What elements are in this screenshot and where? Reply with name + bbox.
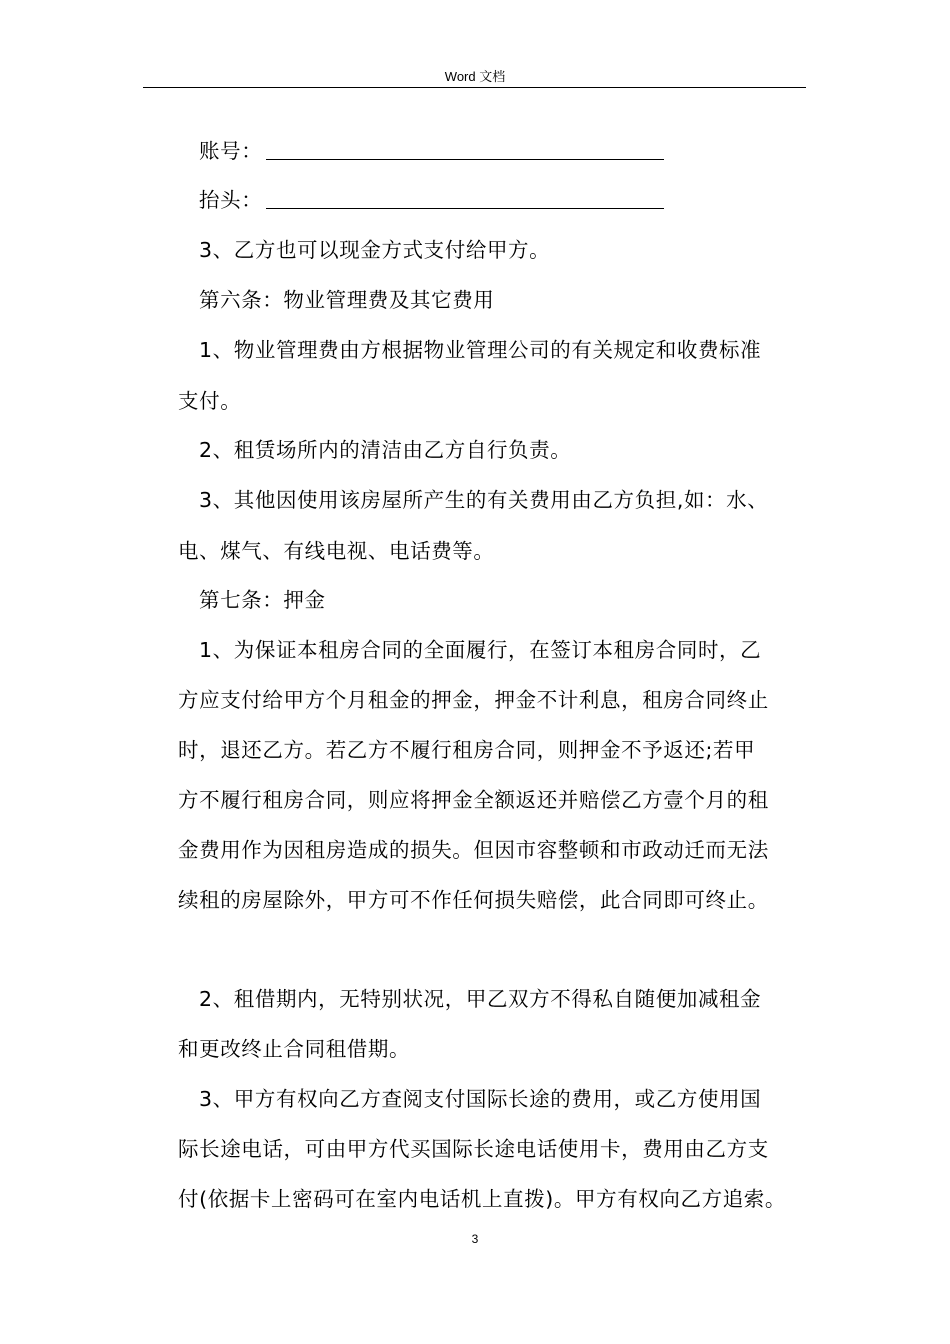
account-blank <box>266 139 664 160</box>
page-number: 3 <box>471 1232 479 1246</box>
paragraph-line: 续租的房屋除外，甲方可不作任何损失赔偿，此合同即可终止。 <box>178 888 769 912</box>
title-line <box>199 186 664 214</box>
account-line <box>199 137 664 165</box>
paragraph-line: 3、乙方也可以现金方式支付给甲方。 <box>199 238 551 262</box>
paragraph-line: 支付。 <box>178 389 242 413</box>
paragraph-line: 付(依据卡上密码可在室内电话机上直拨)。甲方有权向乙方追索。 <box>178 1187 786 1211</box>
paragraph-line: 方不履行租房合同，则应将押金全额返还并赔偿乙方壹个月的租 <box>178 788 769 812</box>
paragraph-line: 1、物业管理费由方根据物业管理公司的有关规定和收费标准 <box>199 338 762 362</box>
paragraph-line: 2、租赁场所内的清洁由乙方自行负责。 <box>199 438 572 462</box>
paragraph-line: 2、租借期内，无特别状况，甲乙双方不得私自随便加减租金 <box>199 987 762 1011</box>
paragraph-line: 1、为保证本租房合同的全面履行，在签订本租房合同时，乙 <box>199 638 762 662</box>
paragraph-line: 方应支付给甲方个月租金的押金，押金不计利息，租房合同终止 <box>178 688 769 712</box>
paragraph-line: 金费用作为因租房造成的损失。但因市容整顿和市政动迁而无法 <box>178 838 769 862</box>
paragraph-line: 际长途电话，可由甲方代买国际长途电话使用卡，费用由乙方支 <box>178 1137 769 1161</box>
section-heading-7: 第七条：押金 <box>199 588 326 612</box>
paragraph-line: 3、其他因使用该房屋所产生的有关费用由乙方负担,如：水、 <box>199 488 769 512</box>
page-header-title: Word 文档 <box>444 69 506 84</box>
account-label: 账号： <box>199 139 263 163</box>
paragraph-line: 电、煤气、有线电视、电话费等。 <box>178 539 495 563</box>
paragraph-line: 3、甲方有权向乙方查阅支付国际长途的费用，或乙方使用国 <box>199 1087 762 1111</box>
paragraph-line: 时，退还乙方。若乙方不履行租房合同，则押金不予返还;若甲 <box>178 738 756 762</box>
title-label: 抬头： <box>199 188 263 212</box>
paragraph-line: 和更改终止合同租借期。 <box>178 1037 411 1061</box>
title-blank <box>266 188 664 209</box>
section-heading-6: 第六条：物业管理费及其它费用 <box>199 288 495 312</box>
